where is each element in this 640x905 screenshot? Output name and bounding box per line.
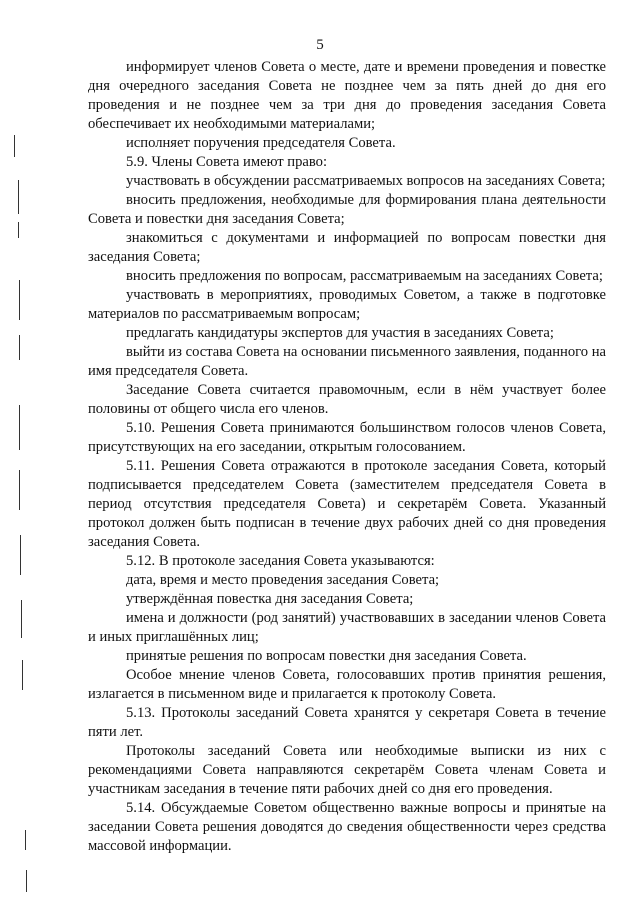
scan-mark xyxy=(19,470,20,510)
paragraph: 5.11. Решения Совета отражаются в протоколе заседания Совета, который подписывается председателем Совета (заместителем председателя Совета в период отсутствия председателя Совета) и секретарём Совета. Указанный протокол должен быть подписан в течение двух рабочих дней со дня проведения заседания Совета. xyxy=(88,458,606,550)
paragraph: 5.9. Члены Совета имеют право: xyxy=(126,154,328,170)
paragraph: 5.14. Обсуждаемые Советом общественно важные вопросы и принятые на заседании Совета решения доводятся до сведения общественности через средства массовой информации. xyxy=(88,800,606,854)
scan-mark xyxy=(18,180,19,214)
scan-mark xyxy=(14,135,15,157)
paragraph: принятые решения по вопросам повестки дня заседания Совета. xyxy=(126,648,527,664)
paragraph: информирует членов Совета о месте, дате и времени проведения и повестке дня очередного заседания Совета не позднее чем за пять дней до дня его проведения и не позднее чем за три дня до проведения заседания Совета обеспечивает их необходимыми материалами; xyxy=(88,59,606,132)
scan-mark xyxy=(19,405,20,450)
scan-mark xyxy=(19,335,20,360)
scan-mark xyxy=(19,280,20,320)
paragraph: вносить предложения, необходимые для формирования плана деятельности Совета и повестки дня заседания Совета; xyxy=(88,192,606,227)
scan-mark xyxy=(20,535,21,575)
scan-edge-marks xyxy=(0,0,40,905)
paragraph: имена и должности (род занятий) участвовавших в заседании членов Совета и иных приглашённых лиц; xyxy=(88,610,606,645)
document-body xyxy=(88,58,606,856)
paragraph: участвовать в мероприятиях, проводимых Советом, а также в подготовке материалов по рассматриваемым вопросам; xyxy=(88,287,606,322)
scan-mark xyxy=(18,222,19,238)
paragraph: Протоколы заседаний Совета или необходимые выписки из них с рекомендациями Совета направляются секретарём Совета членам Совета и участникам заседания в течение пяти рабочих дней со дня его проведения. xyxy=(88,743,606,797)
scan-mark xyxy=(26,870,27,892)
paragraph: 5.12. В протоколе заседания Совета указываются: xyxy=(126,553,435,569)
paragraph: знакомиться с документами и информацией по вопросам повестки дня заседания Совета; xyxy=(88,230,606,265)
paragraph: 5.10. Решения Совета принимаются большинством голосов членов Совета, присутствующих на его заседании, открытым голосованием. xyxy=(88,420,606,455)
paragraph: Особое мнение членов Совета, голосовавших против принятия решения, излагается в письменном виде и прилагается к протоколу Совета. xyxy=(88,667,606,702)
paragraph: выйти из состава Совета на основании письменного заявления, поданного на имя председателя Совета. xyxy=(88,344,606,379)
scan-mark xyxy=(25,830,26,850)
scan-mark xyxy=(21,600,22,638)
paragraph: дата, время и место проведения заседания Совета; xyxy=(126,572,440,588)
paragraph: 5.13. Протоколы заседаний Совета хранятся у секретаря Совета в течение пяти лет. xyxy=(88,705,606,740)
scan-mark xyxy=(22,660,23,690)
paragraph: исполняет поручения председателя Совета. xyxy=(126,135,396,151)
page-number: 5 xyxy=(316,37,324,53)
paragraph: вносить предложения по вопросам, рассматриваемым на заседаниях Совета; xyxy=(126,268,603,284)
paragraph: Заседание Совета считается правомочным, если в нём участвует более половины от общего числа его членов. xyxy=(88,382,606,417)
paragraph: предлагать кандидатуры экспертов для участия в заседаниях Совета; xyxy=(126,325,554,341)
paragraph: участвовать в обсуждении рассматриваемых вопросов на заседаниях Совета; xyxy=(126,173,606,189)
paragraph: утверждённая повестка дня заседания Совета; xyxy=(126,591,414,607)
